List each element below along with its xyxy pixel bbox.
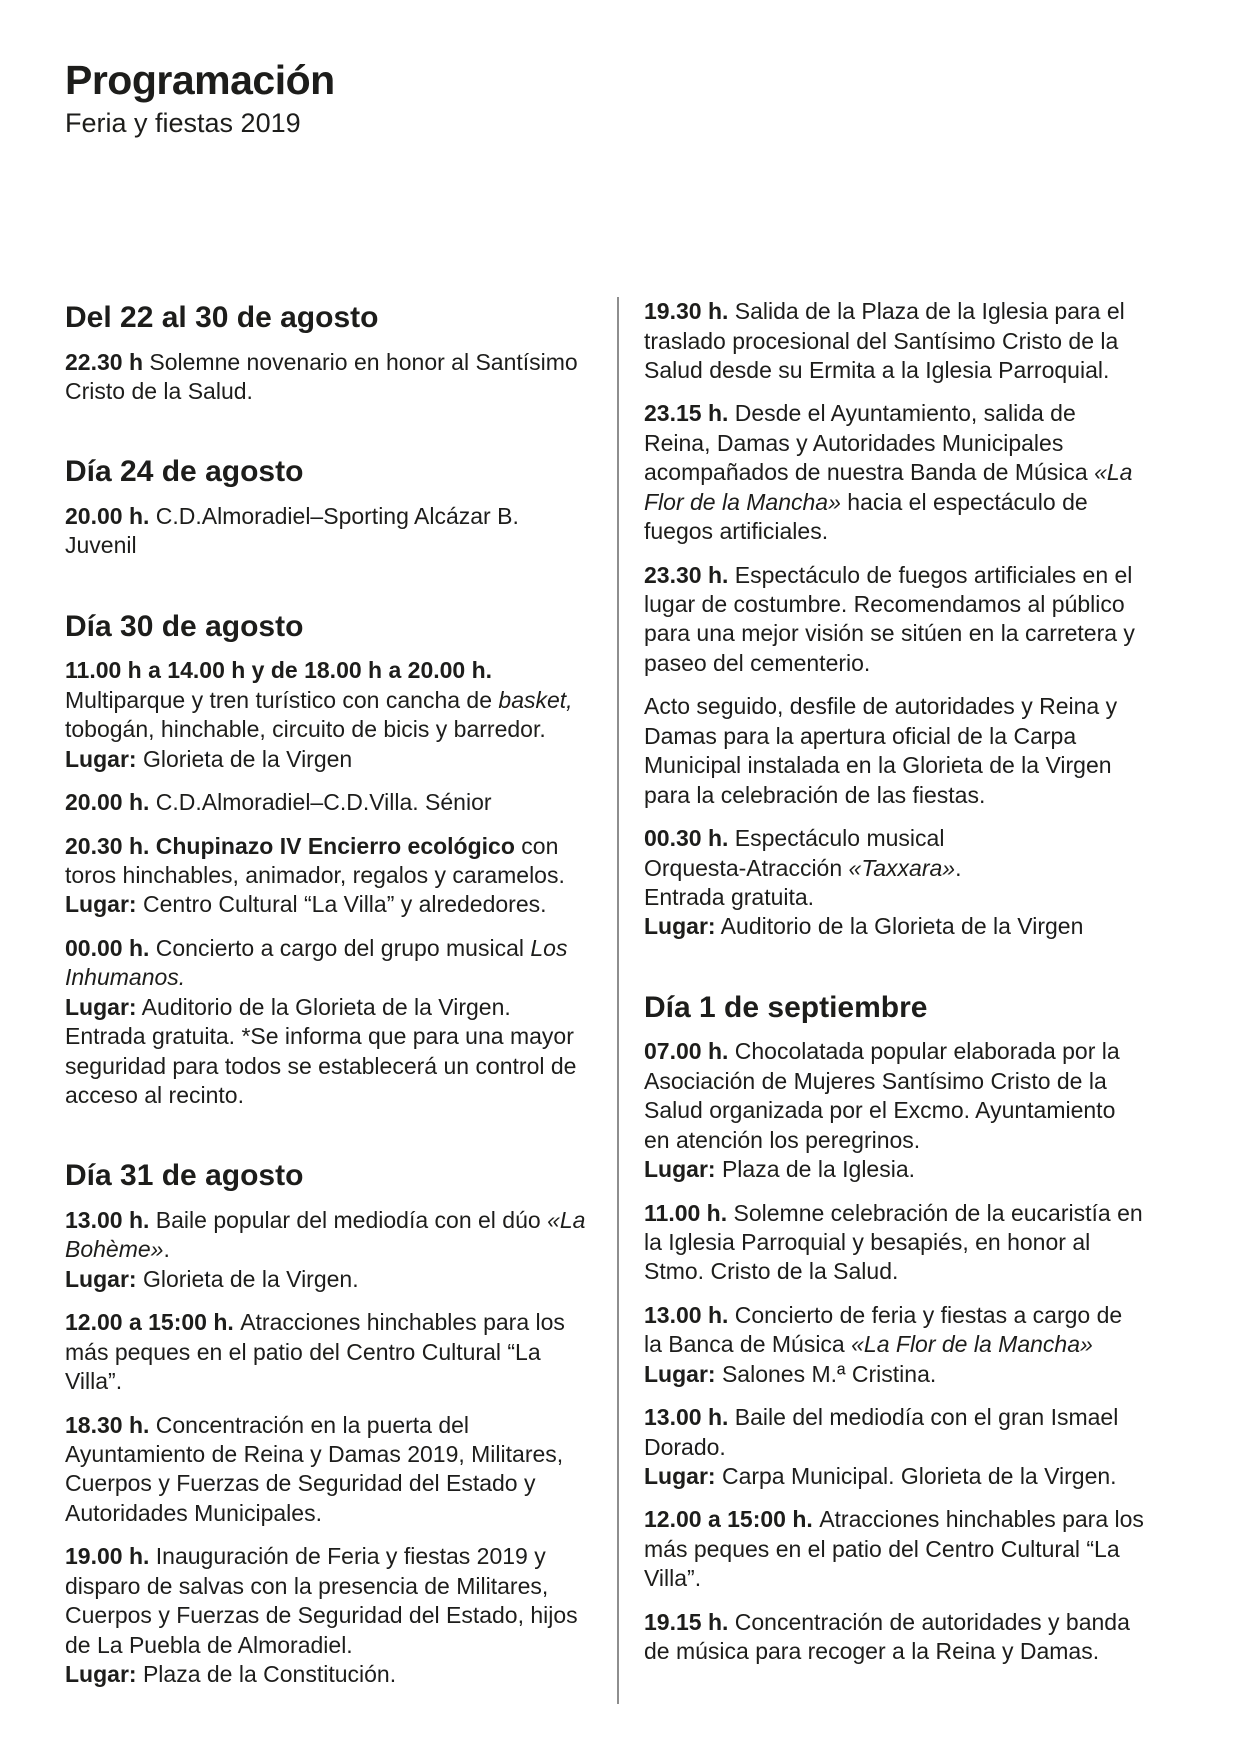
text-segment: Acto seguido, desfile de autoridades y Reina y Damas para la apertura oficial de la Carpa Municipal instalada en la Glorieta de la Virgen para la celebración de las fiestas. [644, 693, 1118, 808]
text-segment: Concentración de autoridades y banda de música para recoger a la Reina y Damas. [644, 1608, 1130, 1665]
event-entry [65, 656, 586, 774]
lugar-label: Lugar: [644, 1156, 716, 1183]
event-time: 13.00 h. [644, 1301, 735, 1328]
section-heading: Del 22 al 30 de agosto [65, 301, 379, 335]
event-entry [65, 1542, 586, 1689]
text-segment: Carpa Municipal. Glorieta de la Virgen. [715, 1463, 1117, 1490]
text-segment: hacia el espectáculo de fuegos artificiales. [644, 488, 1088, 545]
left-column [65, 297, 586, 1703]
lugar-label: Lugar: [65, 993, 137, 1020]
lugar-label: Lugar: [65, 745, 137, 772]
event-italic-text: Los Inhumanos. [65, 934, 568, 991]
text-segment: . [163, 1236, 170, 1263]
event-entry [65, 788, 586, 817]
text-segment: Atracciones hinchables para los más peques en el patio del Centro Cultural “La Villa”. [644, 1506, 1144, 1592]
event-entry [644, 1199, 1145, 1287]
event-time: 12.00 a 15:00 h. [65, 1309, 241, 1336]
event-entry [65, 1308, 586, 1396]
text-segment: Glorieta de la Virgen. [136, 1265, 359, 1292]
event-entry [644, 399, 1145, 546]
text-segment: Solemne novenario en honor al Santísimo Cristo de la Salud. [65, 348, 578, 405]
section-heading: Día 1 de septiembre [644, 990, 928, 1024]
text-segment: Multiparque y tren turístico con cancha de [65, 686, 499, 713]
text-segment: Chocolatada popular elaborada por la Asociación de Mujeres Santísimo Cristo de la Salud organizada por el Excmo. Ayuntamiento en atención los peregrinos. [644, 1038, 1120, 1153]
event-entry [644, 1301, 1145, 1389]
text-segment: con toros hinchables, animador, regalos y caramelos. [65, 832, 565, 888]
text-segment: Entrada gratuita. [644, 883, 815, 910]
event-entry [65, 348, 586, 407]
text-segment: Orquesta-Atracción [644, 854, 849, 881]
right-column [644, 297, 1145, 1703]
event-entry [65, 502, 586, 561]
lugar-label: Lugar: [644, 913, 716, 940]
event-time: 19.15 h. [644, 1608, 735, 1635]
text-segment: Espectáculo de fuegos artificiales en el lugar de costumbre. Recomendamos al público para una mejor visión se sitúen en la carretera y paseo del cementerio. [644, 561, 1135, 676]
text-segment: . [955, 854, 962, 881]
lugar-label: Lugar: [65, 891, 137, 918]
event-entry [644, 692, 1145, 810]
text-segment: C.D.Almoradiel–Sporting Alcázar B. Juvenil [65, 502, 519, 559]
text-segment: Atracciones hinchables para los más peques en el patio del Centro Cultural “La Villa”. [65, 1309, 565, 1395]
text-segment: Espectáculo musical [734, 825, 945, 852]
text-segment: Concierto de feria y fiestas a cargo de la Banca de Música [644, 1301, 1123, 1358]
event-entry [644, 1403, 1145, 1491]
lugar-label: Lugar: [65, 1265, 137, 1292]
text-segment: tobogán, hinchable, circuito de bicis y barredor. [65, 716, 546, 743]
page-subtitle: Feria y fiestas 2019 [65, 108, 301, 139]
event-time: 20.30 h. Chupinazo IV Encierro ecológico [65, 832, 515, 859]
event-time: 20.00 h. [65, 789, 156, 816]
text-segment: Plaza de la Iglesia. [715, 1156, 916, 1183]
event-time: 12.00 a 15:00 h. [644, 1506, 820, 1533]
event-time: 23.30 h. [644, 561, 735, 588]
column-divider [617, 297, 619, 1703]
page-title: Programación [65, 57, 335, 103]
event-italic-text: «La Flor de la Mancha» [644, 459, 1133, 515]
event-italic-text: «La Bohème» [65, 1206, 586, 1263]
event-time: 11.00 h. [644, 1199, 734, 1226]
event-entry [644, 561, 1145, 679]
event-entry [65, 832, 586, 920]
text-segment: Baile del mediodía con el gran Ismael Dorado. [644, 1404, 1119, 1460]
event-italic-text: basket, [498, 686, 573, 713]
section-heading: Día 30 de agosto [65, 609, 304, 643]
event-time: 18.30 h. [65, 1411, 156, 1438]
event-entry [644, 1037, 1145, 1184]
event-entry [65, 934, 586, 1111]
event-time: 19.30 h. [644, 298, 735, 325]
event-entry [644, 1505, 1145, 1593]
event-time: 07.00 h. [644, 1038, 735, 1065]
event-italic-text: «Taxxara» [848, 854, 956, 881]
text-segment: Concierto a cargo del grupo musical [155, 934, 531, 961]
text-segment: Auditorio de la Glorieta de la Virgen. Entrada gratuita. *Se informa que para una mayor seguridad para todos se establecerá un control de acceso al recinto. [65, 993, 577, 1109]
event-entry [644, 297, 1145, 385]
event-entry [65, 1411, 586, 1529]
section-heading: Día 31 de agosto [65, 1159, 304, 1193]
text-segment: Glorieta de la Virgen [136, 745, 353, 772]
text-segment: Salones M.ª Cristina. [715, 1360, 937, 1387]
section-heading: Día 24 de agosto [65, 455, 304, 489]
event-time: 11.00 h a 14.00 h y de 18.00 h a 20.00 h. [65, 657, 493, 684]
lugar-label: Lugar: [644, 1463, 716, 1490]
text-segment: Concentración en la puerta del Ayuntamiento de Reina y Damas 2019, Militares, Cuerpos y Fuerzas de Seguridad del Estado y Autoridades Municipales. [65, 1411, 564, 1526]
event-entry [65, 1206, 586, 1294]
text-segment: Desde el Ayuntamiento, salida de Reina, Damas y Autoridades Municipales acompañados de nuestra Banda de Música [644, 400, 1095, 486]
event-entry [644, 824, 1145, 942]
event-entry [644, 1608, 1145, 1667]
text-segment: Salida de la Plaza de la Iglesia para el traslado procesional del Santísimo Cristo de la Salud desde su Ermita a la Iglesia Parroquial. [644, 298, 1125, 383]
event-time: 13.00 h. [65, 1206, 156, 1233]
event-time: 19.00 h. [65, 1543, 156, 1570]
text-segment: Solemne celebración de la eucaristía en la Iglesia Parroquial y besapiés, en honor al Stmo. Cristo de la Salud. [644, 1199, 1143, 1285]
event-italic-text: «La Flor de la Mancha» [851, 1331, 1093, 1358]
lugar-label: Lugar: [644, 1360, 716, 1387]
event-time: 00.30 h. [644, 825, 735, 852]
event-time: 00.00 h. [65, 934, 156, 961]
text-segment: Baile popular del mediodía con el dúo [155, 1206, 548, 1233]
event-time: 20.00 h. [65, 502, 156, 529]
event-time: 22.30 h [65, 348, 150, 375]
page-header [65, 58, 1171, 139]
lugar-label: Lugar: [65, 1661, 137, 1688]
text-segment: Auditorio de la Glorieta de la Virgen [715, 913, 1084, 940]
event-time: 23.15 h. [644, 400, 735, 427]
program-columns [65, 297, 1171, 1703]
text-segment: C.D.Almoradiel–C.D.Villa. Sénior [155, 789, 492, 816]
text-segment: Inauguración de Feria y fiestas 2019 y disparo de salvas con la presencia de Militares, Cuerpos y Fuerzas de Seguridad del Estado, hijos de La Puebla de Almoradiel. [65, 1543, 578, 1658]
text-segment: Plaza de la Constitución. [136, 1661, 397, 1688]
text-segment: Centro Cultural “La Villa” y alrededores. [136, 891, 547, 918]
event-time: 13.00 h. [644, 1404, 735, 1431]
